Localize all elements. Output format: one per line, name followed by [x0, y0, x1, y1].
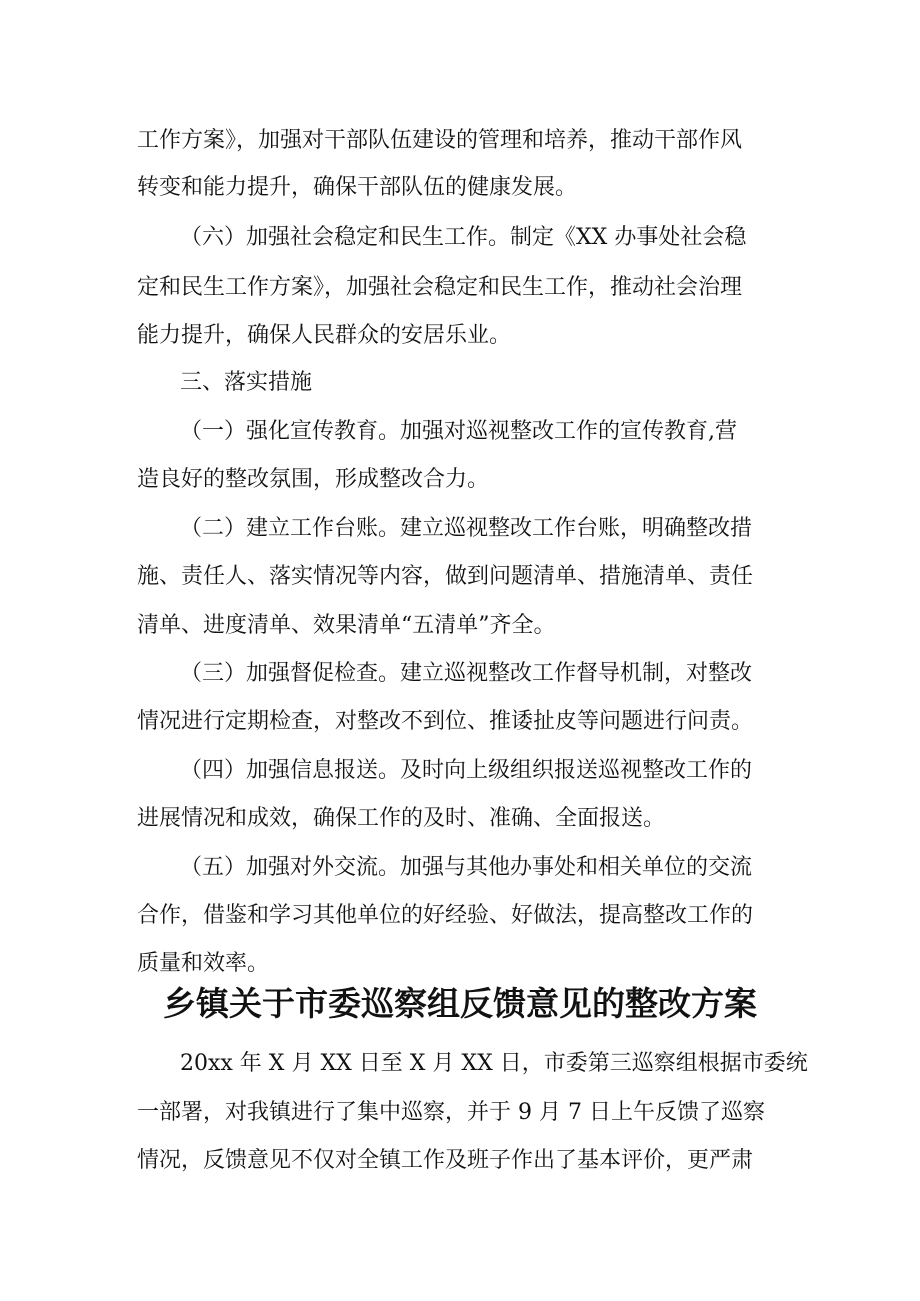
intro-line: 情况，反馈意见不仅对全镇工作及班子作出了基本评价，更严肃	[137, 1148, 754, 1173]
body-line: 转变和能力提升，确保干部队伍的健康发展。	[137, 175, 578, 200]
body-line: 施、责任人、落实情况等内容，做到问题清单、措施清单、责任	[137, 564, 754, 589]
body-line: 合作，借鉴和学习其他单位的好经验、好做法，提高整改工作的	[137, 903, 754, 928]
body-line: 工作方案》，加强对干部队伍建设的管理和培养，推动干部作风	[137, 128, 743, 153]
body-line: （四）加强信息报送。及时向上级组织报送巡视整改工作的	[180, 758, 753, 783]
body-line: 进展情况和成效，确保工作的及时、准确、全面报送。	[137, 806, 666, 831]
body-line: （一）强化宣传教育。加强对巡视整改工作的宣传教育,营	[180, 419, 737, 444]
section-heading: 三、落实措施	[180, 370, 313, 395]
body-line: 能力提升，确保人民群众的安居乐业。	[137, 323, 512, 348]
intro-line: 一部署，对我镇进行了集中巡察，并于 9 月 7 日上午反馈了巡察	[137, 1100, 765, 1125]
document-title: 乡镇关于市委巡察组反馈意见的整改方案	[163, 984, 757, 1023]
body-line: （五）加强对外交流。加强与其他办事处和相关单位的交流	[180, 855, 753, 880]
body-line: 造良好的整改氛围，形成整改合力。	[137, 467, 490, 492]
body-line: （三）加强督促检查。建立巡视整改工作督导机制，对整改	[180, 661, 753, 686]
body-line: 情况进行定期检查，对整改不到位、推诿扯皮等问题进行问责。	[137, 709, 754, 734]
body-line: （六）加强社会稳定和民生工作。制定《XX 办事处社会稳	[180, 225, 747, 250]
body-line: （二）建立工作台账。建立巡视整改工作台账，明确整改措	[180, 516, 753, 541]
body-line: 清单、进度清单、效果清单“五清单”齐全。	[137, 613, 556, 638]
intro-line: 20xx 年 X 月 XX 日至 X 月 XX 日，市委第三巡察组根据市委统	[180, 1051, 808, 1076]
body-line: 定和民生工作方案》，加强社会稳定和民生工作，推动社会治理	[137, 275, 743, 300]
body-line: 质量和效率。	[137, 951, 270, 976]
